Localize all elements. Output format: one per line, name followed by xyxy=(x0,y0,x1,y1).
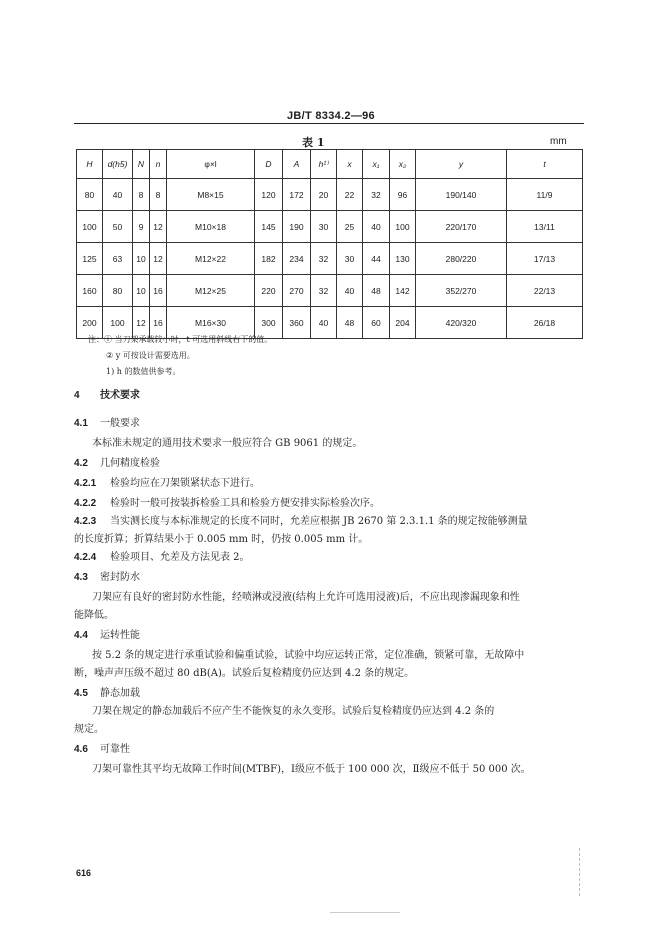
section-heading xyxy=(74,548,250,563)
table-cell: 10 xyxy=(133,243,150,275)
table-cell: 12 xyxy=(133,307,150,339)
table-cell: 32 xyxy=(363,179,390,211)
table-cell: 100 xyxy=(77,211,103,243)
table-cell: 100 xyxy=(390,211,416,243)
table-cell: 96 xyxy=(390,179,416,211)
paragraph-line: 刀架应有良好的密封防水性能，经喷淋或浸液(结构上允许可选用浸液)后，不应出现渗漏现象和性 xyxy=(92,592,520,603)
section-text: 运转性能 xyxy=(100,630,140,641)
col-header: A xyxy=(283,150,311,179)
paragraph-line: 规定。 xyxy=(74,724,104,735)
section-text: 技术要求 xyxy=(100,390,140,401)
section-heading xyxy=(74,494,380,509)
section-number: 4 xyxy=(74,390,80,401)
table-unit: mm xyxy=(550,136,567,147)
section-heading xyxy=(74,414,140,429)
table-cell: 8 xyxy=(133,179,150,211)
table-cell: 40 xyxy=(311,307,337,339)
table-header-row xyxy=(77,150,583,179)
scan-edge-mark xyxy=(579,848,580,896)
table-note: ② y 可按设计需要选用。 xyxy=(106,351,195,360)
paragraph-line: 能降低。 xyxy=(74,610,114,621)
dimension-table xyxy=(76,149,583,339)
section-text: 密封防水 xyxy=(100,572,140,583)
section-number: 4.3 xyxy=(74,572,88,583)
col-header: x xyxy=(337,150,363,179)
table-row xyxy=(77,275,583,307)
paragraph-line: 刀架可靠性其平均无故障工作时间(MTBF)，Ⅰ级应不低于 100 000 次，Ⅱ级应不低于 50 000 次。 xyxy=(92,764,531,775)
section-number: 4.2.3 xyxy=(74,516,97,527)
footer-rule xyxy=(330,912,400,913)
table-cell: 40 xyxy=(103,179,133,211)
table-note: 1) h 的数值供参考。 xyxy=(106,367,181,376)
table-cell: 120 xyxy=(255,179,283,211)
section-heading xyxy=(74,386,140,401)
table-cell: 220 xyxy=(255,275,283,307)
table-cell: 22/13 xyxy=(507,275,583,307)
table-notes xyxy=(88,332,272,380)
table-cell: 16 xyxy=(150,307,167,339)
table-cell: 60 xyxy=(363,307,390,339)
header-rule xyxy=(74,123,584,124)
paragraph-line: 按 5.2 条的规定进行承重试验和偏重试验，试验中均应运转正常，定位准确，锁紧可靠，无故障中 xyxy=(92,650,525,661)
section-number: 4.2.4 xyxy=(74,552,97,563)
section-number: 4.2.1 xyxy=(74,478,97,489)
table-cell: 16 xyxy=(150,275,167,307)
table-cell: 50 xyxy=(103,211,133,243)
col-header: n xyxy=(150,150,167,179)
table-cell: 160 xyxy=(77,275,103,307)
table-caption: 表 1 xyxy=(302,136,325,149)
section-text: 可靠性 xyxy=(100,744,130,755)
section-text: 当实测长度与本标准规定的长度不同时，允差应根据 JB 2670 第 2.3.1.1 条的规定按能够测量 xyxy=(110,516,528,527)
table-cell: 145 xyxy=(255,211,283,243)
section-heading xyxy=(74,474,260,489)
table-cell: 80 xyxy=(77,179,103,211)
table-cell: 182 xyxy=(255,243,283,275)
section-text: 一般要求 xyxy=(100,418,140,429)
table-cell: 12 xyxy=(150,243,167,275)
table-cell: 270 xyxy=(283,275,311,307)
standard-number-header: JB/T 8334.2—96 xyxy=(287,110,375,122)
table-row xyxy=(77,179,583,211)
page-number: 616 xyxy=(76,868,92,878)
table-cell: 32 xyxy=(311,275,337,307)
table-cell: 20 xyxy=(311,179,337,211)
table-cell: 12 xyxy=(150,211,167,243)
table-cell: 25 xyxy=(337,211,363,243)
table-cell: M12×25 xyxy=(167,275,255,307)
table-cell: 30 xyxy=(337,243,363,275)
table-cell: 30 xyxy=(311,211,337,243)
table-cell: M10×18 xyxy=(167,211,255,243)
section-number: 4.6 xyxy=(74,744,88,755)
section-text: 检验项目、允差及方法见表 2。 xyxy=(110,552,250,563)
table-cell: 11/9 xyxy=(507,179,583,211)
section-number: 4.2 xyxy=(74,458,88,469)
table-cell: 200 xyxy=(77,307,103,339)
table-cell: M12×22 xyxy=(167,243,255,275)
table-row xyxy=(77,243,583,275)
table-cell: 32 xyxy=(311,243,337,275)
section-heading xyxy=(74,512,528,527)
col-header: x₁ xyxy=(363,150,390,179)
table-cell: 26/18 xyxy=(507,307,583,339)
paragraph-line: 断，噪声声压级不超过 80 dB(A)。试验后复检精度仍应达到 4.2 条的规定。 xyxy=(74,668,415,679)
table-cell: 220/170 xyxy=(416,211,507,243)
table-cell: 17/13 xyxy=(507,243,583,275)
col-header: x₂ xyxy=(390,150,416,179)
table-cell: 8 xyxy=(150,179,167,211)
section-number: 4.5 xyxy=(74,688,88,699)
section-text: 几何精度检验 xyxy=(100,458,160,469)
col-header: φ×l xyxy=(167,150,255,179)
table-cell: 234 xyxy=(283,243,311,275)
table-cell: 48 xyxy=(337,307,363,339)
table-cell: 63 xyxy=(103,243,133,275)
table-cell: 40 xyxy=(363,211,390,243)
table-cell: 190/140 xyxy=(416,179,507,211)
section-heading xyxy=(74,568,140,583)
table-cell: 300 xyxy=(255,307,283,339)
section-number: 4.1 xyxy=(74,418,88,429)
table-cell: 40 xyxy=(337,275,363,307)
section-text: 检验时一般可按装拆检验工具和检验方便安排实际检验次序。 xyxy=(110,498,380,509)
table-cell: 22 xyxy=(337,179,363,211)
table-cell: 204 xyxy=(390,307,416,339)
table-cell: 100 xyxy=(103,307,133,339)
col-header: H xyxy=(77,150,103,179)
table-cell: 10 xyxy=(133,275,150,307)
table-cell: 142 xyxy=(390,275,416,307)
table-cell: 9 xyxy=(133,211,150,243)
col-header: t xyxy=(507,150,583,179)
section-heading xyxy=(74,740,130,755)
col-header: y xyxy=(416,150,507,179)
table-cell: 48 xyxy=(363,275,390,307)
table-cell: 13/11 xyxy=(507,211,583,243)
table-cell: 352/270 xyxy=(416,275,507,307)
table-cell: 280/220 xyxy=(416,243,507,275)
paragraph-line: 刀架在规定的静态加载后不应产生不能恢复的永久变形。试验后复检精度仍应达到 4.2 条的 xyxy=(92,706,495,717)
table-row xyxy=(77,211,583,243)
table-cell: 44 xyxy=(363,243,390,275)
col-header: h¹⁾ xyxy=(311,150,337,179)
table-cell: M16×30 xyxy=(167,307,255,339)
section-number: 4.2.2 xyxy=(74,498,97,509)
section-text: 静态加载 xyxy=(100,688,140,699)
table-cell: M8×15 xyxy=(167,179,255,211)
table-note: 注：① 当刀架承载较小时，t 可选用斜线右下的值。 xyxy=(88,335,273,344)
paragraph-line: 本标准未规定的通用技术要求一般应符合 GB 9061 的规定。 xyxy=(92,438,363,449)
table-cell: 130 xyxy=(390,243,416,275)
col-header: d(h5) xyxy=(103,150,133,179)
table-cell: 190 xyxy=(283,211,311,243)
table-cell: 125 xyxy=(77,243,103,275)
col-header: N xyxy=(133,150,150,179)
section-heading xyxy=(74,626,140,641)
table-cell: 360 xyxy=(283,307,311,339)
section-heading xyxy=(74,684,140,699)
section-number: 4.4 xyxy=(74,630,88,641)
section-heading xyxy=(74,454,160,469)
col-header: D xyxy=(255,150,283,179)
paragraph-line: 的长度折算；折算结果小于 0.005 mm 时，仍按 0.005 mm 计。 xyxy=(74,534,369,545)
table-cell: 172 xyxy=(283,179,311,211)
section-text: 检验均应在刀架锁紧状态下进行。 xyxy=(110,478,260,489)
table-cell: 80 xyxy=(103,275,133,307)
table-cell: 420/320 xyxy=(416,307,507,339)
